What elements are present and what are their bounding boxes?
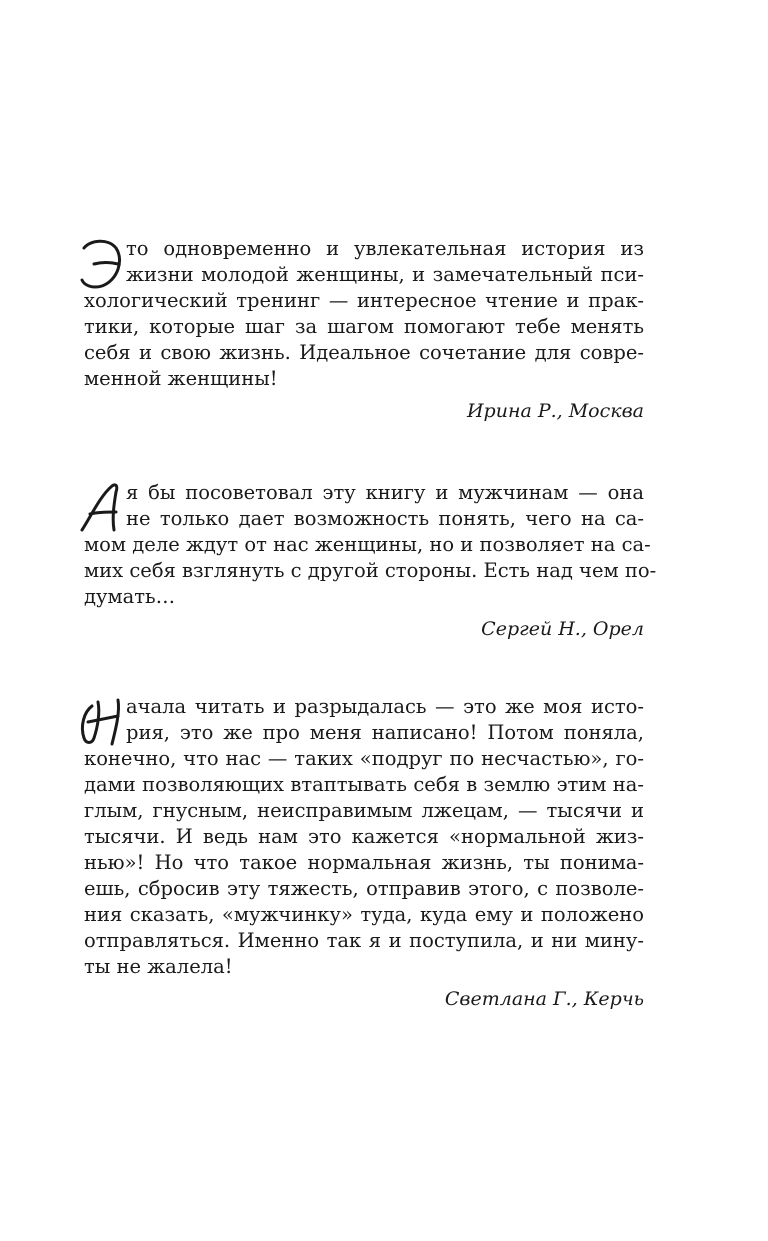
review-line: я бы посоветовал эту книгу и мужчинам — она — [126, 481, 644, 504]
review-line: ачала читать и разрыдалась — это же моя исто- — [126, 695, 644, 718]
review-line: тики, которые шаг за шагом помогают тебе менять — [84, 315, 644, 338]
review-author: Ирина Р., Москва — [466, 400, 644, 422]
review-line: дами позволяющих втаптывать себя в землю этим на- — [84, 773, 644, 796]
review-line: ешь, сбросив эту тяжесть, отправив этого, с позволе- — [84, 877, 644, 900]
review-line: хологический тренинг — интересное чтение и прак- — [84, 289, 644, 312]
review-author: Сергей Н., Орел — [481, 618, 644, 640]
review-line: ты не жалела! — [84, 955, 233, 978]
review-line: ния сказать, «мужчинку» туда, куда ему и положено — [84, 903, 644, 926]
review — [84, 236, 644, 424]
review-line: менной женщины! — [84, 367, 278, 390]
review-line: тысячи. И ведь нам это кажется «нормальной жиз- — [84, 825, 644, 848]
review — [84, 480, 657, 642]
dropcap-a-icon — [78, 482, 126, 534]
review-line: жизни молодой женщины, и замечательный пси- — [126, 263, 644, 286]
dropcap-e-icon — [78, 238, 126, 290]
review-author: Светлана Г., Керчь — [444, 988, 644, 1010]
review-line: конечно, что нас — таких «подруг по несчастью», го- — [84, 747, 644, 770]
review-line: глым, гнусным, неисправимым лжецам, — тысячи и — [84, 799, 644, 822]
review-line: рия, это же про меня написано! Потом поняла, — [126, 721, 644, 744]
review — [84, 694, 644, 1012]
review-line: себя и свою жизнь. Идеальное сочетание для совре- — [84, 341, 644, 364]
dropcap-n-glyph — [78, 696, 126, 748]
dropcap-n-icon — [78, 696, 126, 748]
review-line: мом деле ждут от нас женщины, но и позволяет на са- — [84, 533, 651, 556]
review-line: нью»! Но что такое нормальная жизнь, ты понима- — [84, 851, 644, 874]
review-line: то одновременно и увлекательная история из — [126, 237, 644, 260]
review-line: не только дает возможность понять, чего на са- — [126, 507, 644, 530]
review-line: думать… — [84, 585, 176, 608]
review-line: мих себя взглянуть с другой стороны. Есть над чем по- — [84, 559, 657, 582]
dropcap-a-glyph — [78, 482, 126, 534]
review-line: отправляться. Именно так я и поступила, и ни мину- — [84, 929, 644, 952]
dropcap-e-glyph — [78, 238, 126, 290]
